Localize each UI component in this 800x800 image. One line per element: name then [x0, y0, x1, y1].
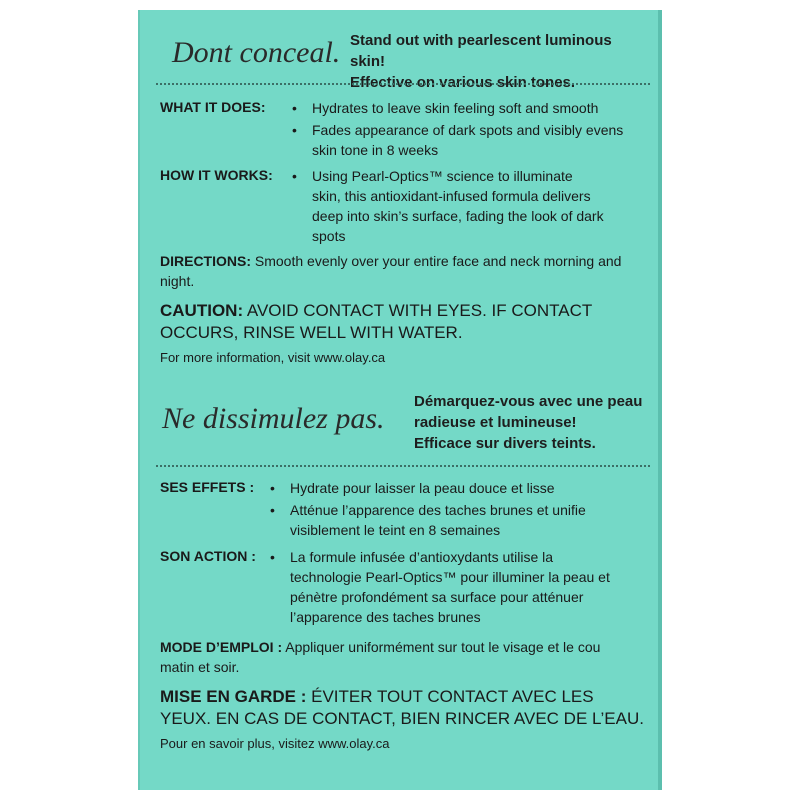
fr-lead-line-2: radieuse et lumineuse!: [414, 414, 577, 431]
en-divider: [156, 83, 650, 85]
en-caution-label: CAUTION:: [160, 301, 244, 320]
product-label-panel: Dont conceal. Stand out with pearlescent luminous skin! Effective on various skin tones. WHAT IT DOES: • Hydrates to leave skin feeling soft and smooth • Fades appearance of dark spots and visibly evens skin tone in 8 weeks HOW IT WORKS: • Using Pearl-Optics™ science to illuminate skin, this antioxidant-infused formula delivers deep into skin’s surface, fading the look of dark spots DIRECTIONS: Smooth evenly over your entire face and neck morning and night. CAUTION: AVOID CONTACT WITH EYES. IF CONTACT OCCURS, RINSE WELL WITH WATER. For more information, visit www.olay.ca Ne dissimulez pas. Démarquez-vous avec une peau radieuse et lumineuse! Efficace sur divers teints. SES EFFETS : • Hydrate pour laisser la peau douce et lisse • Atténue l’apparence des taches brunes et unifie visiblement le teint en 8 semaines SON ACTION : • La formule infusée d’antioxydants utilise la technologie Pearl-Optics™ pour illuminer la peau et pénètre profondément sa surface pour atténuer l’apparence des taches brunes MODE D’EMPLOI : Appliquer uniformément sur tout le visage et le cou matin et soir. MISE EN GARDE : ÉVITER TOUT CONTACT AVEC LES YEUX. EN CAS DE CONTACT, BIEN RINCER AVEC DE L’EAU. Pour en savoir plus, visitez www.olay.ca: [138, 10, 662, 790]
fr-action-label: SON ACTION :: [160, 548, 256, 564]
bullet: •: [292, 122, 297, 138]
bullet: •: [270, 480, 275, 496]
en-caution: [160, 300, 640, 344]
fr-tagline: Ne dissimulez pas.: [162, 402, 385, 435]
fr-effects-label: SES EFFETS :: [160, 479, 255, 495]
en-directions-text: Smooth evenly over your entire face and neck morning and night.: [160, 253, 622, 289]
fr-divider: [156, 465, 650, 467]
fr-lead: [414, 391, 654, 454]
en-directions: [160, 251, 626, 291]
bullet: •: [292, 168, 297, 184]
fr-warning: [160, 686, 644, 730]
en-lead-line-1: Stand out with pearlescent luminous skin!: [350, 32, 612, 70]
fr-warning-label: MISE EN GARDE :: [160, 687, 307, 706]
en-how-label: HOW IT WORKS:: [160, 167, 273, 183]
en-lead-line-2: Effective on various skin tones.: [350, 74, 576, 91]
fr-lead-line-3: Efficace sur divers teints.: [414, 435, 596, 452]
bullet: •: [270, 549, 275, 565]
fr-info: Pour en savoir plus, visitez www.olay.ca: [160, 736, 390, 751]
en-caution-text: AVOID CONTACT WITH EYES. IF CONTACT OCCURS, RINSE WELL WITH WATER.: [160, 301, 592, 342]
bullet: •: [270, 502, 275, 518]
en-directions-label: DIRECTIONS:: [160, 253, 251, 269]
fr-warning-text: ÉVITER TOUT CONTACT AVEC LES YEUX. EN CAS DE CONTACT, BIEN RINCER AVEC DE L’EAU.: [160, 687, 644, 728]
fr-mode-text: Appliquer uniformément sur tout le visage et le cou matin et soir.: [160, 639, 601, 675]
en-what-label: WHAT IT DOES:: [160, 99, 266, 115]
en-tagline: Dont conceal.: [172, 36, 341, 69]
fr-lead-line-1: Démarquez-vous avec une peau: [414, 393, 643, 410]
en-info: For more information, visit www.olay.ca: [160, 350, 386, 365]
bullet: •: [292, 100, 297, 116]
fr-mode-label: MODE D’EMPLOI :: [160, 639, 283, 655]
fr-mode: [160, 637, 626, 677]
